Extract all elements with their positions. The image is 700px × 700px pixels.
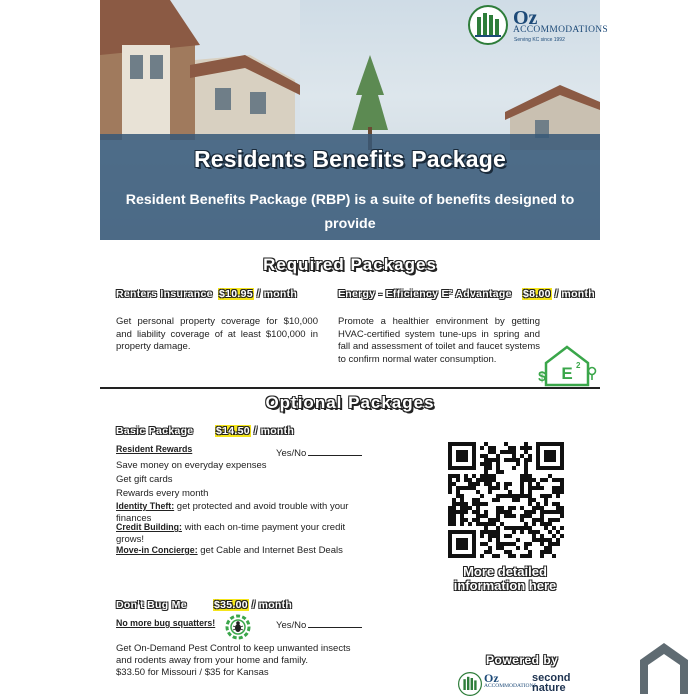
logo-tagline: Serving KC since 1992 bbox=[514, 37, 565, 43]
benefits-flyer bbox=[100, 0, 608, 700]
basic-package-name: Basic Package bbox=[116, 425, 194, 437]
qr-caption bbox=[430, 565, 580, 593]
hero-description-line2: savings, convenience, and professional services to all residents. bbox=[131, 240, 569, 256]
basic-package-price bbox=[215, 425, 294, 437]
renters-insurance-price bbox=[218, 288, 297, 300]
energy-efficiency-text: Promote a healthier environment by getting HVAC-certified system tune-ups in spring and fall and assessment of toilet and faucet systems to confirm normal water consumption. bbox=[338, 316, 540, 365]
bug-price-value: $35.00 bbox=[214, 599, 248, 611]
reward-item: Rewards every month bbox=[116, 488, 209, 499]
renters-price-value: $10.95 bbox=[219, 288, 253, 300]
dont-bug-me-name: Don't Bug Me bbox=[116, 599, 187, 611]
energy-e2-icon bbox=[538, 345, 596, 387]
identity-theft-label: Identity Theft: bbox=[116, 501, 175, 511]
svg-text:E: E bbox=[561, 364, 573, 383]
identity-theft-line bbox=[116, 501, 348, 512]
hero-description-line1: Resident Benefits Package (RBP) is a suite of benefits designed to provide bbox=[125, 192, 575, 232]
yesno-label: Yes/No bbox=[276, 620, 307, 631]
basic-price-per: / month bbox=[250, 425, 295, 437]
resident-rewards-yesno[interactable] bbox=[276, 446, 362, 459]
credit-building-line2: grows! bbox=[116, 534, 144, 545]
identity-theft-text: get protected and avoid trouble with your bbox=[174, 501, 349, 512]
renters-insurance-text: Get personal property coverage for $10,000 and liability coverage of at least $100,000 in property damage. bbox=[116, 316, 318, 352]
renters-insurance-name: Renters Insurance bbox=[116, 288, 213, 300]
section-divider bbox=[100, 387, 600, 389]
move-in-concierge-label: Move-in Concierge: bbox=[116, 545, 198, 555]
footer-logo-name: Oz bbox=[484, 671, 499, 685]
hero-description bbox=[120, 188, 580, 260]
reward-item: Save money on everyday expenses bbox=[116, 460, 267, 471]
identity-theft-line2: finances bbox=[116, 513, 152, 524]
page-title: Residents Benefits Package bbox=[194, 146, 506, 172]
powered-by-label: Powered by bbox=[486, 653, 559, 667]
svg-text:$: $ bbox=[538, 368, 546, 384]
second-nature-line1: second bbox=[532, 672, 571, 684]
energy-efficiency-price bbox=[522, 288, 595, 300]
resident-rewards-label: Resident Rewards bbox=[116, 444, 193, 454]
required-packages-heading: Required Packages bbox=[263, 255, 437, 274]
qr-caption-line1: More detailed bbox=[463, 564, 547, 579]
footer-oz-logo bbox=[458, 670, 538, 698]
energy-efficiency-name: Energy - Efficiency E² Advantage bbox=[338, 288, 512, 300]
second-nature-line2: nature bbox=[532, 682, 566, 694]
bug-yesno[interactable] bbox=[276, 618, 362, 631]
yesno-blank-field[interactable] bbox=[308, 618, 362, 628]
qr-modules bbox=[448, 442, 564, 558]
energy-price-value: $8.00 bbox=[523, 288, 551, 300]
logo-name: Oz bbox=[513, 7, 538, 29]
move-in-concierge-text: get Cable and Internet Best Deals bbox=[197, 545, 343, 556]
credit-building-label: Credit Building: bbox=[116, 522, 182, 532]
qr-code[interactable] bbox=[448, 442, 564, 558]
hero-banner bbox=[100, 0, 608, 256]
optional-packages-heading: Optional Packages bbox=[265, 393, 435, 412]
credit-building-line bbox=[116, 522, 345, 533]
home-icon[interactable] bbox=[638, 640, 690, 696]
svg-text:2: 2 bbox=[576, 361, 581, 370]
bug-description-line3: $33.50 for Missouri / $35 for Kansas bbox=[116, 667, 269, 678]
oz-logo bbox=[466, 3, 608, 45]
basic-price-value: $14.50 bbox=[216, 425, 250, 437]
credit-building-text: with each on-time payment your credit bbox=[181, 522, 346, 533]
buildings-icon bbox=[468, 5, 508, 45]
yesno-label: Yes/No bbox=[276, 448, 307, 459]
dont-bug-me-price bbox=[213, 599, 292, 611]
footer-logo-sub: ACCOMMODATIONS bbox=[484, 683, 537, 689]
bug-squatters-label: No more bug squatters! bbox=[116, 618, 216, 628]
yesno-blank-field[interactable] bbox=[308, 446, 362, 456]
qr-caption-line2: information here bbox=[453, 578, 557, 593]
second-nature-logo bbox=[532, 673, 571, 693]
energy-price-per: / month bbox=[551, 288, 596, 300]
buildings-icon bbox=[458, 672, 482, 696]
move-in-concierge-line bbox=[116, 545, 343, 556]
house-illustration bbox=[100, 0, 300, 150]
bug-description-line2: and rodents away from your home and family. bbox=[116, 655, 309, 666]
renters-price-per: / month bbox=[253, 288, 298, 300]
bug-price-per: / month bbox=[248, 599, 293, 611]
bug-gear-icon bbox=[221, 611, 255, 643]
reward-item: Get gift cards bbox=[116, 474, 173, 485]
logo-sub: ACCOMMODATIONS bbox=[513, 25, 608, 35]
bug-description-line1: Get On-Demand Pest Control to keep unwanted insects bbox=[116, 643, 351, 654]
